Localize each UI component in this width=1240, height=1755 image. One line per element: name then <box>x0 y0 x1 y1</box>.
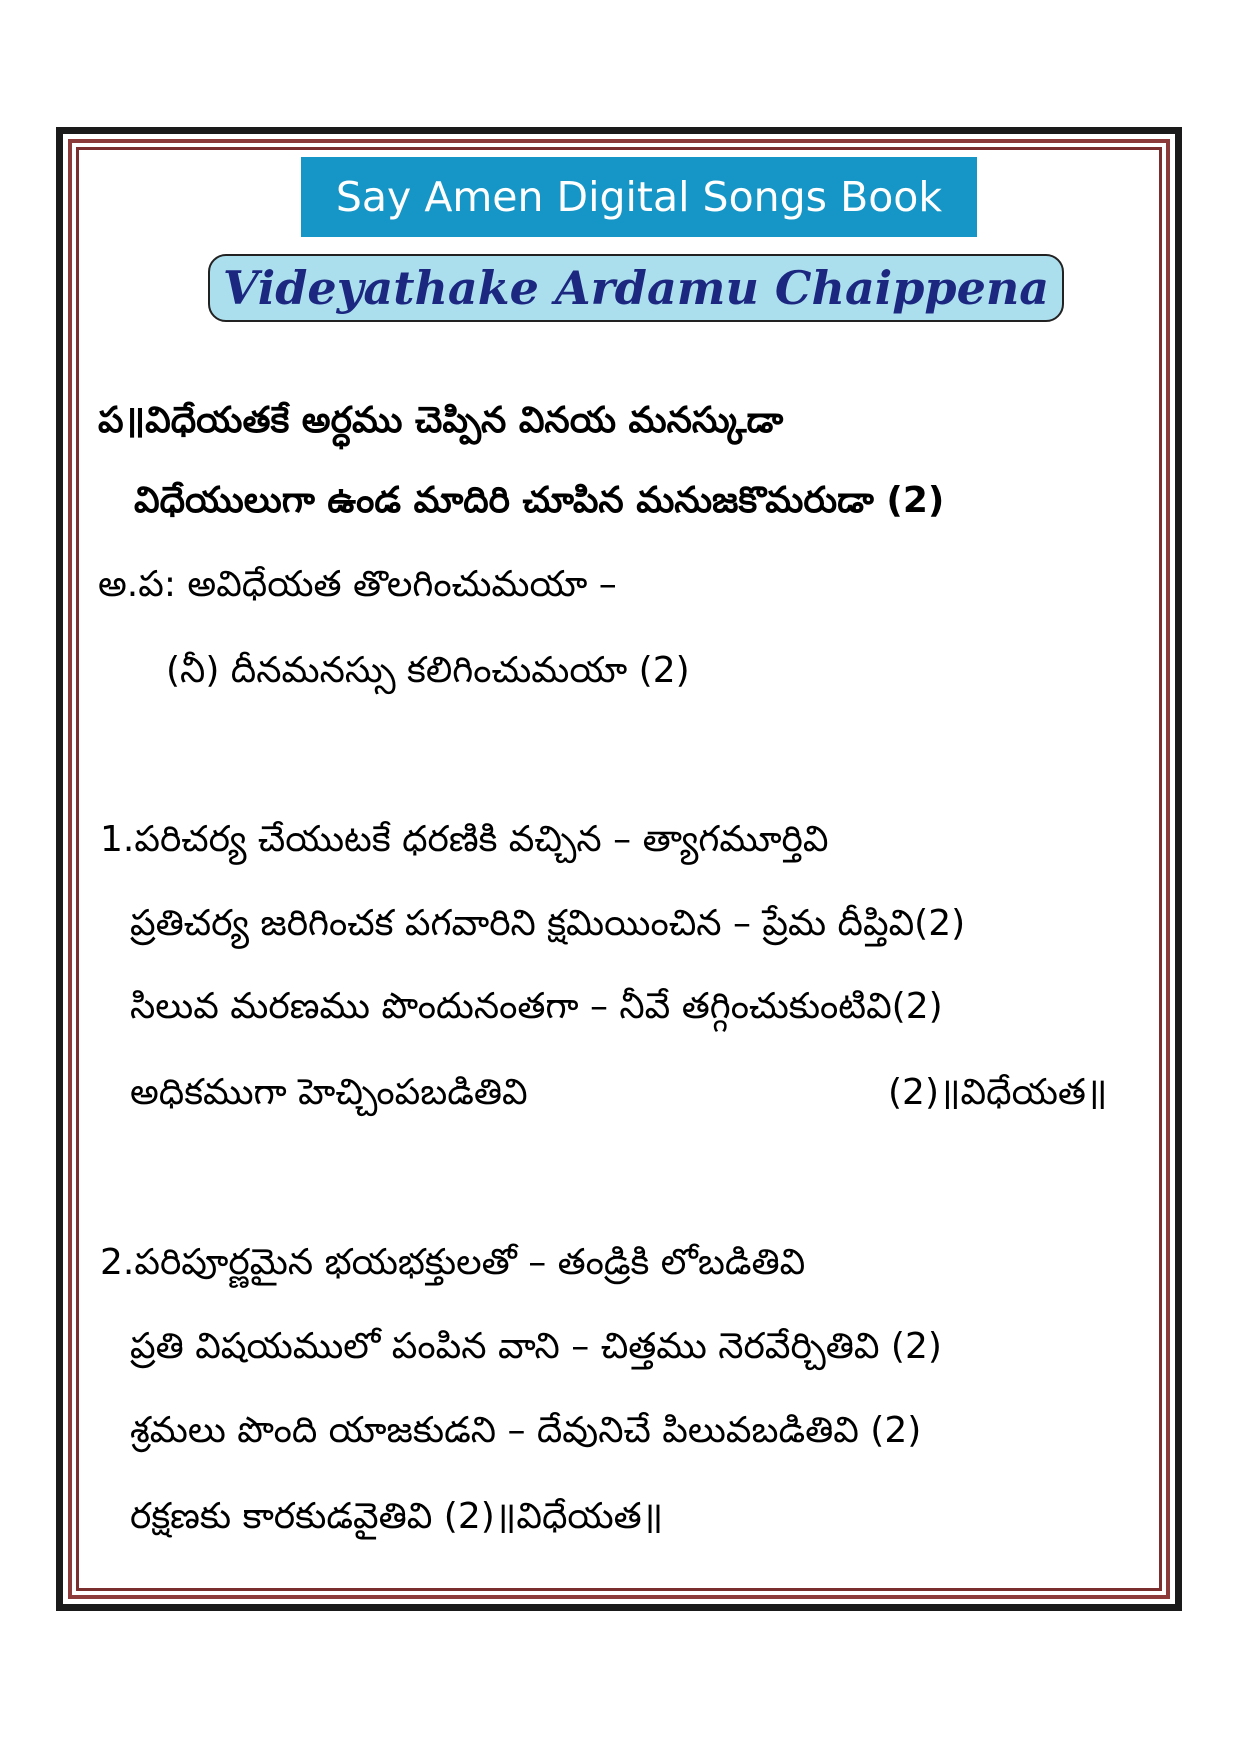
verse2-line-1: 2.పరిపూర్ణమైన భయభక్తులతో – తండ్రికి లోబడితివి <box>100 1242 806 1283</box>
verse1-line-3: సిలువ మరణము పొందునంతగా – నీవే తగ్గించుకుంటివి(2) <box>130 986 943 1027</box>
verse2-line-3: శ్రమలు పొంది యాజకుడని – దేవునిచే పిలువబడితివి (2) <box>130 1410 922 1451</box>
pallavi-line-1: ప॥విధేయతకే అర్ధము చెప్పిన వినయ మనస్కుడా <box>98 400 784 441</box>
pallavi-line-2: విధేయులుగా ఉండ మాదిరి చూపిన మనుజకొమరుడా (2) <box>134 480 945 521</box>
anupallavi-line-2: (నీ) దీనమనస్సు కలిగించుమయా (2) <box>166 650 690 691</box>
verse1-refrain-marker: (2)॥విధేయత॥ <box>888 1072 1108 1113</box>
verse2-line-4: రక్షణకు కారకుడవైతివి (2)॥విధేయత॥ <box>130 1496 664 1537</box>
page-border-inner <box>76 147 1162 1591</box>
verse2-line-2: ప్రతి విషయములో పంపిన వాని – చిత్తము నెరవేర్చితివి (2) <box>130 1326 942 1367</box>
verse1-line-4: అధికముగా హెచ్చింపబడితివి <box>130 1072 528 1113</box>
verse1-line-2: ప్రతిచర్య జరిగించక పగవారిని క్షమియించిన – ప్రేమ దీప్తివి(2) <box>130 903 966 944</box>
verse1-line-1: 1.పరిచర్య చేయుటకే ధరణికి వచ్చిన – త్యాగమూర్తివి <box>100 819 829 860</box>
anupallavi-line-1: అ.ప: అవిధేయత తొలగించుమయా – <box>98 564 617 605</box>
song-title: Videyathake Ardamu Chaippena <box>208 254 1064 322</box>
book-title-banner: Say Amen Digital Songs Book <box>301 157 977 237</box>
